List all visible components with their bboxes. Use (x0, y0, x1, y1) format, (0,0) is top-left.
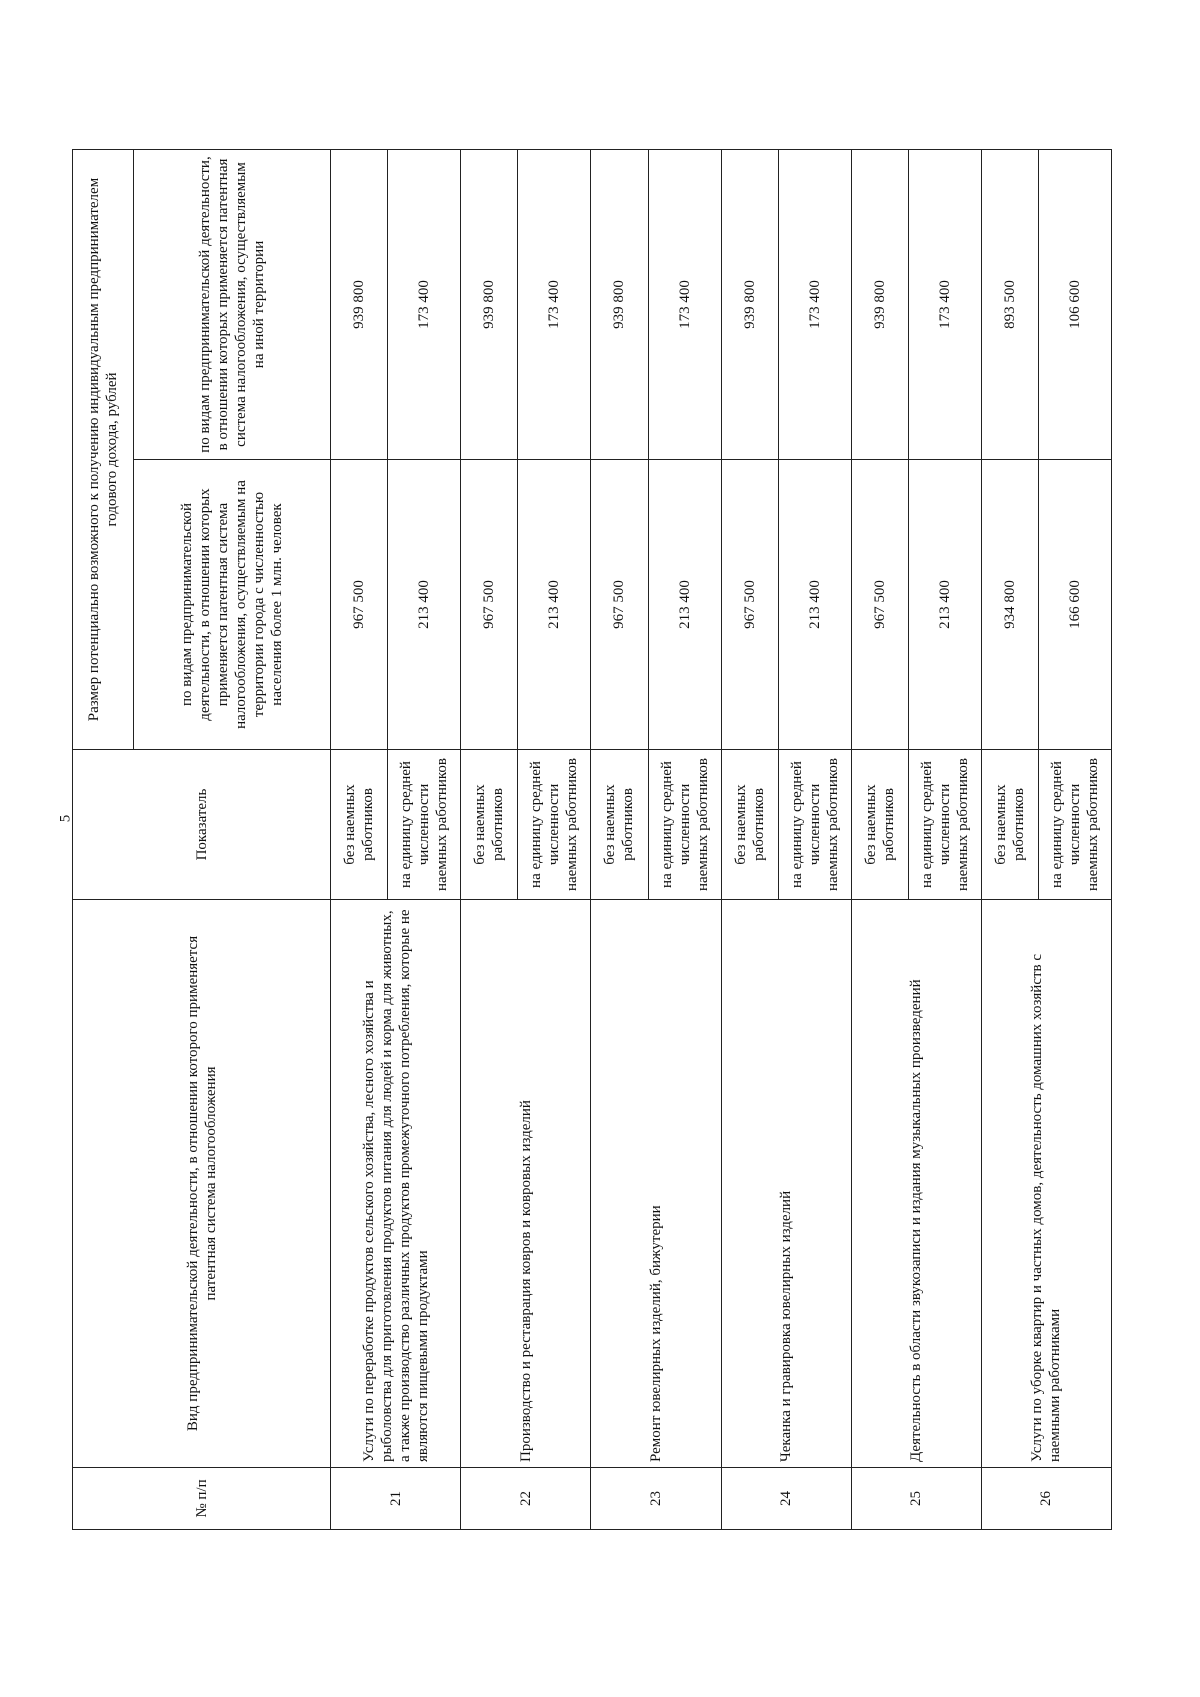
patent-income-table (72, 149, 1112, 1530)
header-other-territory-column: по видам предпринимательской деятельности, в отношении которых применяется патентная система налогообложения, осуществляемым на иной территории (134, 149, 331, 459)
header-activity: Вид предпринимательской деятельности, в отношении которого применяется патентная система налогообложения (73, 900, 331, 1468)
income-other-cell: 173 400 (648, 149, 721, 459)
indicator-cell: на единицу средней численности наемных работников (388, 750, 461, 900)
indicator-cell: на единицу средней численности наемных работников (648, 750, 721, 900)
income-city-cell: 967 500 (331, 460, 388, 750)
income-city-cell: 967 500 (591, 460, 648, 750)
activity-name: Услуги по переработке продуктов сельского хозяйства, лесного хозяйства и рыболовства для приготовления продуктов питания для людей и корма для животных, а также производство различных продуктов промежуточного потребления, которые не являются пищевыми продуктами (331, 900, 461, 1468)
income-city-cell: 967 500 (461, 460, 518, 750)
indicator-cell: на единицу средней численности наемных работников (778, 750, 851, 900)
table-row (721, 149, 778, 1529)
row-number: 21 (331, 1468, 461, 1530)
income-other-cell: 939 800 (721, 149, 778, 459)
income-city-cell: 967 500 (721, 460, 778, 750)
income-city-cell: 166 600 (1038, 460, 1111, 750)
indicator-cell: на единицу средней численности наемных работников (518, 750, 591, 900)
row-number: 25 (851, 1468, 981, 1530)
table-row (331, 149, 388, 1529)
row-number: 26 (981, 1468, 1111, 1530)
income-city-cell: 967 500 (851, 460, 908, 750)
activity-name: Чеканка и гравировка ювелирных изделий (721, 900, 851, 1468)
income-other-cell: 939 800 (461, 149, 518, 459)
header-income-size: Размер потенциально возможного к получению индивидуальным предпринимателем годового дохода, рублей (73, 149, 134, 749)
row-number: 23 (591, 1468, 721, 1530)
indicator-cell: на единицу средней численности наемных работников (1038, 750, 1111, 900)
income-other-cell: 106 600 (1038, 149, 1111, 459)
activity-name: Ремонт ювелирных изделий, бижутерии (591, 900, 721, 1468)
activity-name: Производство и реставрация ковров и ковровых изделий (461, 900, 591, 1468)
indicator-cell: без наемных работников (461, 750, 518, 900)
income-other-cell: 939 800 (331, 149, 388, 459)
income-other-cell: 939 800 (591, 149, 648, 459)
income-other-cell: 893 500 (981, 149, 1038, 459)
header-indicator: Показатель (73, 750, 331, 900)
income-other-cell: 173 400 (778, 149, 851, 459)
indicator-cell: без наемных работников (591, 750, 648, 900)
indicator-cell: без наемных работников (721, 750, 778, 900)
row-number: 24 (721, 1468, 851, 1530)
row-number: 22 (461, 1468, 591, 1530)
indicator-cell: без наемных работников (981, 750, 1038, 900)
header-row-1 (73, 149, 134, 1529)
table-row (461, 149, 518, 1529)
page-number: 5 (57, 814, 74, 823)
rotated-table-container (72, 150, 1112, 1530)
income-city-cell: 934 800 (981, 460, 1038, 750)
activity-name: Услуги по уборке квартир и частных домов, деятельность домашних хозяйств с наемными работниками (981, 900, 1111, 1468)
header-city-column: по видам предпринимательской деятельности, в отношении которых применяется патентная система налогообложения, осуществляемым на территории города с численностью населения более 1 млн. человек (134, 460, 331, 750)
income-city-cell: 213 400 (908, 460, 981, 750)
indicator-cell: без наемных работников (851, 750, 908, 900)
table-row (981, 149, 1038, 1529)
indicator-cell: без наемных работников (331, 750, 388, 900)
table-row (851, 149, 908, 1529)
table-row (591, 149, 648, 1529)
income-city-cell: 213 400 (778, 460, 851, 750)
income-other-cell: 939 800 (851, 149, 908, 459)
rotated-table-stage (72, 150, 1112, 1530)
indicator-cell: на единицу средней численности наемных работников (908, 750, 981, 900)
income-other-cell: 173 400 (908, 149, 981, 459)
header-num: № п/п (73, 1468, 331, 1530)
income-other-cell: 173 400 (518, 149, 591, 459)
income-other-cell: 173 400 (388, 149, 461, 459)
activity-name: Деятельность в области звукозаписи и издания музыкальных произведений (851, 900, 981, 1468)
income-city-cell: 213 400 (388, 460, 461, 750)
income-city-cell: 213 400 (648, 460, 721, 750)
income-city-cell: 213 400 (518, 460, 591, 750)
